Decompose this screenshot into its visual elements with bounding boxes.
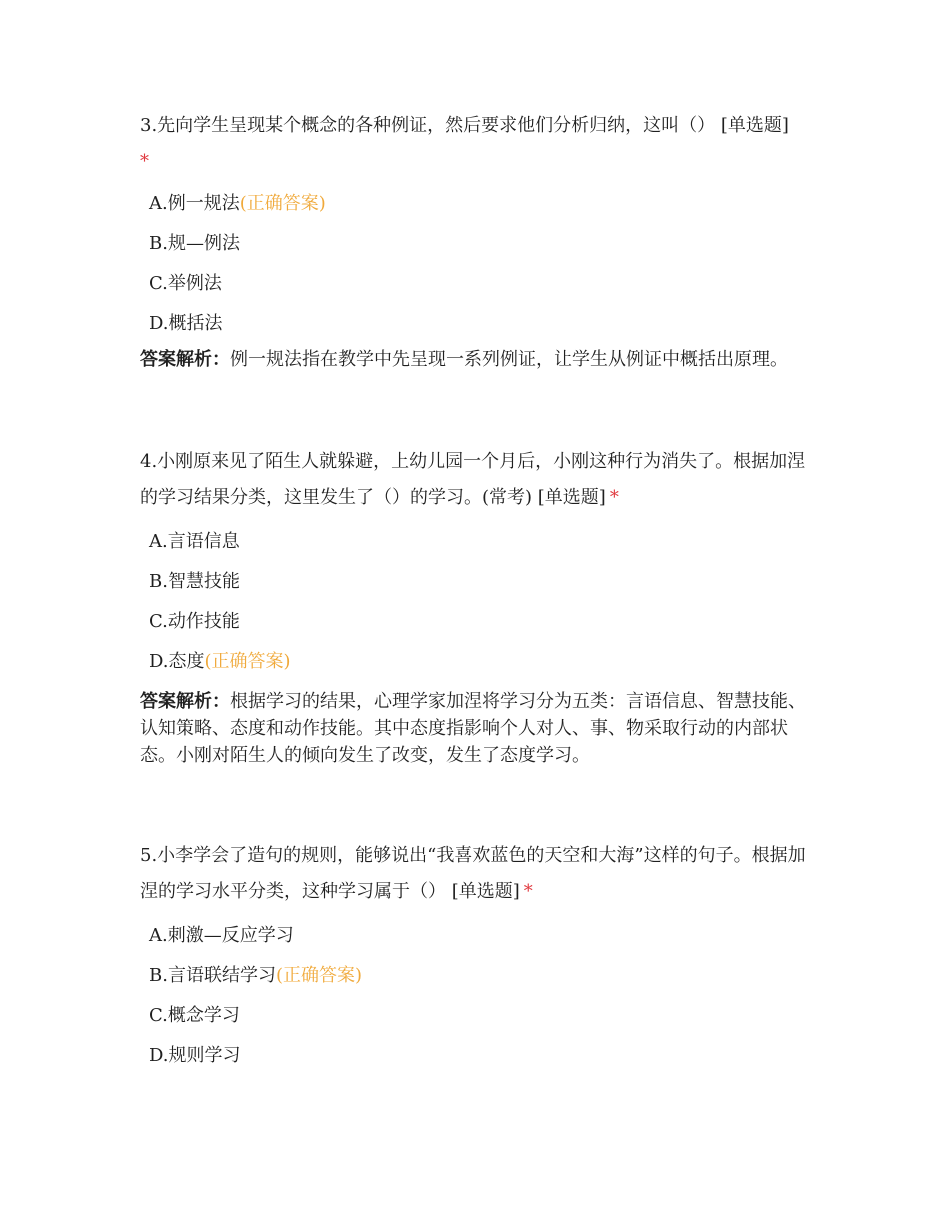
- option-b[interactable]: B.智慧技能: [149, 571, 240, 592]
- option-c[interactable]: C.概念学习: [149, 1005, 240, 1026]
- analysis-label: 答案解析：: [140, 349, 230, 370]
- answer-analysis: [140, 346, 812, 373]
- correct-answer-tag: (正确答案): [239, 193, 326, 214]
- option-list: [140, 184, 812, 344]
- option-a[interactable]: A.言语信息: [149, 531, 240, 552]
- option-list: [140, 916, 812, 1076]
- question-title: [140, 444, 812, 516]
- question-text: 3.先向学生呈现某个概念的各种例证，然后要求他们分析归纳，这叫（） [单选题]: [140, 115, 789, 136]
- option-c[interactable]: C.动作技能: [149, 611, 240, 632]
- required-mark: *: [609, 487, 619, 508]
- question-4: [140, 444, 812, 769]
- option-list: [140, 522, 812, 682]
- question-3: [140, 108, 812, 373]
- analysis-text: 根据学习的结果，心理学家加涅将学习分为五类：言语信息、智慧技能、认知策略、态度和动作技能。其中态度指影响个人对人、事、物采取行动的内部状态。小刚对陌生人的倾向发生了改变，发生了态度学习。: [140, 691, 806, 766]
- required-mark: *: [523, 881, 533, 902]
- question-5: [140, 838, 812, 1076]
- option-a[interactable]: A.例一规法(正确答案): [149, 193, 326, 214]
- option-d[interactable]: D.概括法: [149, 313, 223, 334]
- option-d[interactable]: D.规则学习: [149, 1045, 241, 1066]
- analysis-text: 例一规法指在教学中先呈现一系列例证，让学生从例证中概括出原理。: [230, 349, 788, 370]
- option-b[interactable]: B.言语联结学习(正确答案): [149, 965, 362, 986]
- question-text: 5.小李学会了造句的规则，能够说出“我喜欢蓝色的天空和大海”这样的句子。根据加涅的学习水平分类，这种学习属于（） [单选题]: [140, 845, 806, 902]
- correct-answer-tag: (正确答案): [275, 965, 362, 986]
- correct-answer-tag: (正确答案): [204, 651, 291, 672]
- question-title: [140, 108, 812, 180]
- option-a[interactable]: A.刺激—反应学习: [149, 925, 294, 946]
- option-c[interactable]: C.举例法: [149, 273, 222, 294]
- answer-analysis: [140, 688, 812, 769]
- question-title: [140, 838, 812, 910]
- option-b[interactable]: B.规—例法: [149, 233, 240, 254]
- option-d[interactable]: D.态度(正确答案): [149, 651, 291, 672]
- question-text: 4.小刚原来见了陌生人就躲避，上幼儿园一个月后，小刚这种行为消失了。根据加涅的学习结果分类，这里发生了（）的学习。(常考) [单选题]: [140, 451, 806, 508]
- required-mark: *: [140, 151, 149, 172]
- analysis-label: 答案解析：: [140, 691, 230, 712]
